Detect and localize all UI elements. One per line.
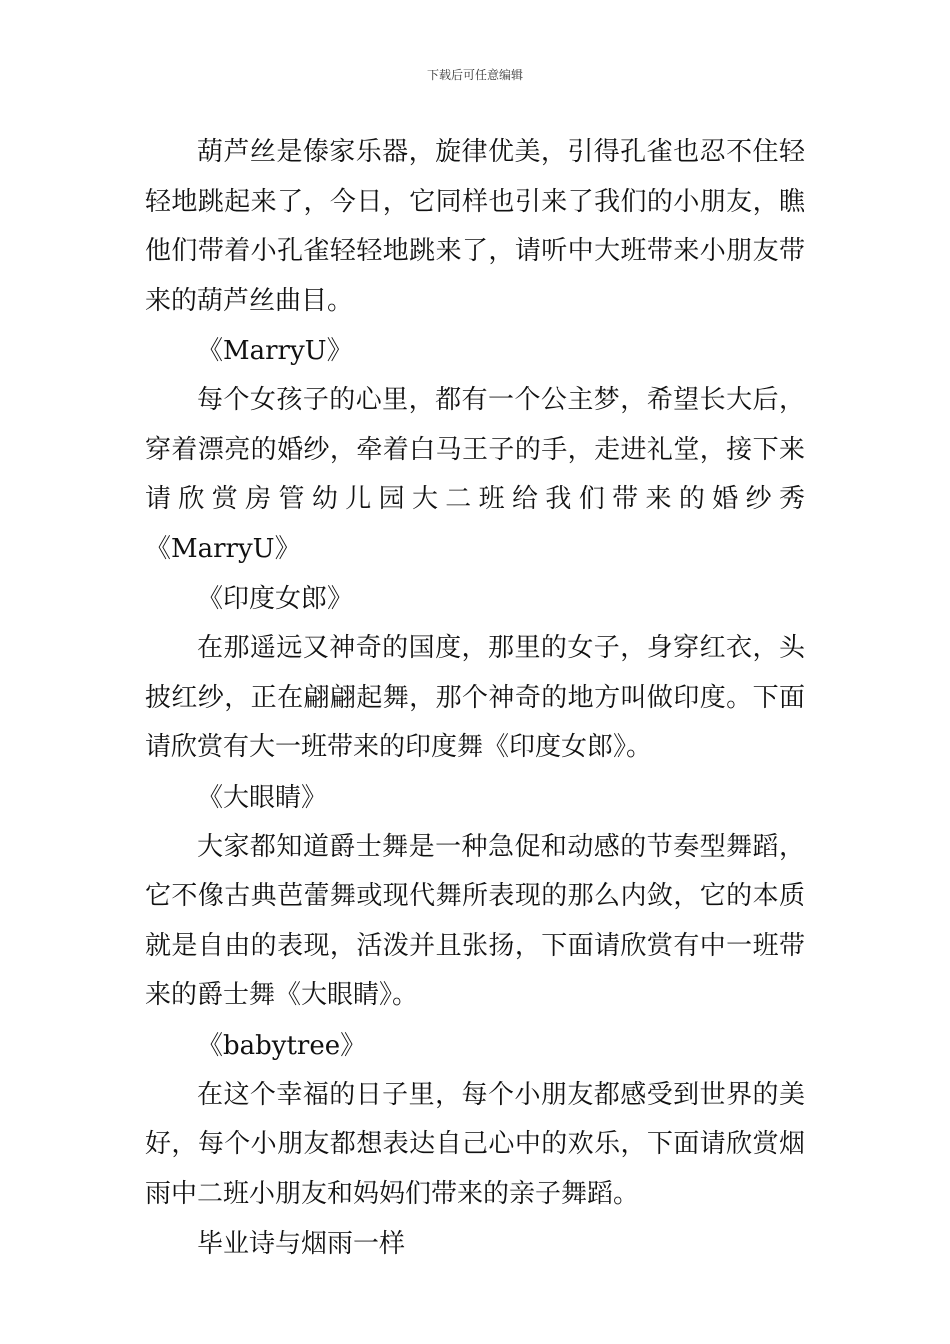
paragraph-india: 在那遥远又神奇的国度，那里的女子，身穿红衣，头披红纱，正在翩翩起舞，那个神奇的地方叫做印度。下面请欣赏有大一班带来的印度舞《印度女郎》。 bbox=[145, 633, 805, 762]
paragraph-marryu: 每个女孩子的心里，都有一个公主梦，希望长大后，穿着漂亮的婚纱，牵着白马王子的手，走进礼堂，接下来请欣赏房管幼儿园大二班给我们带来的婚纱秀《MarryU》 bbox=[145, 385, 805, 564]
page-header: 下载后可任意编辑 bbox=[426, 68, 523, 82]
program-title-big-eyes: 《大眼睛》 bbox=[197, 782, 328, 813]
program-title-india: 《印度女郎》 bbox=[197, 584, 354, 614]
program-title-marryu: 《MarryU》 bbox=[197, 336, 353, 366]
paragraph-family-dance: 在这个幸福的日子里，每个小朋友都感受到世界的美好，每个小朋友都想表达自己心中的欢乐，下面请欣赏烟雨中二班小朋友和妈妈们带来的亲子舞蹈。 bbox=[145, 1079, 805, 1209]
paragraph-hulusi: 葫芦丝是傣家乐器，旋律优美，引得孔雀也忍不住轻轻地跳起来了，今日，它同样也引来了我们的小朋友，瞧他们带着小孔雀轻轻地跳来了，请听中大班带来小朋友带来的葫芦丝曲目。 bbox=[145, 137, 805, 316]
program-title-graduation-poem: 毕业诗与烟雨一样 bbox=[197, 1229, 406, 1259]
document-body bbox=[145, 128, 805, 1269]
program-title-babytree: 《babytree》 bbox=[197, 1030, 367, 1061]
paragraph-jazz: 大家都知道爵士舞是一种急促和动感的节奏型舞蹈，它不像古典芭蕾舞或现代舞所表现的那么内敛，它的本质就是自由的表现，活泼并且张扬，下面请欣赏有中一班带来的爵士舞《大眼睛》。 bbox=[145, 831, 805, 1010]
